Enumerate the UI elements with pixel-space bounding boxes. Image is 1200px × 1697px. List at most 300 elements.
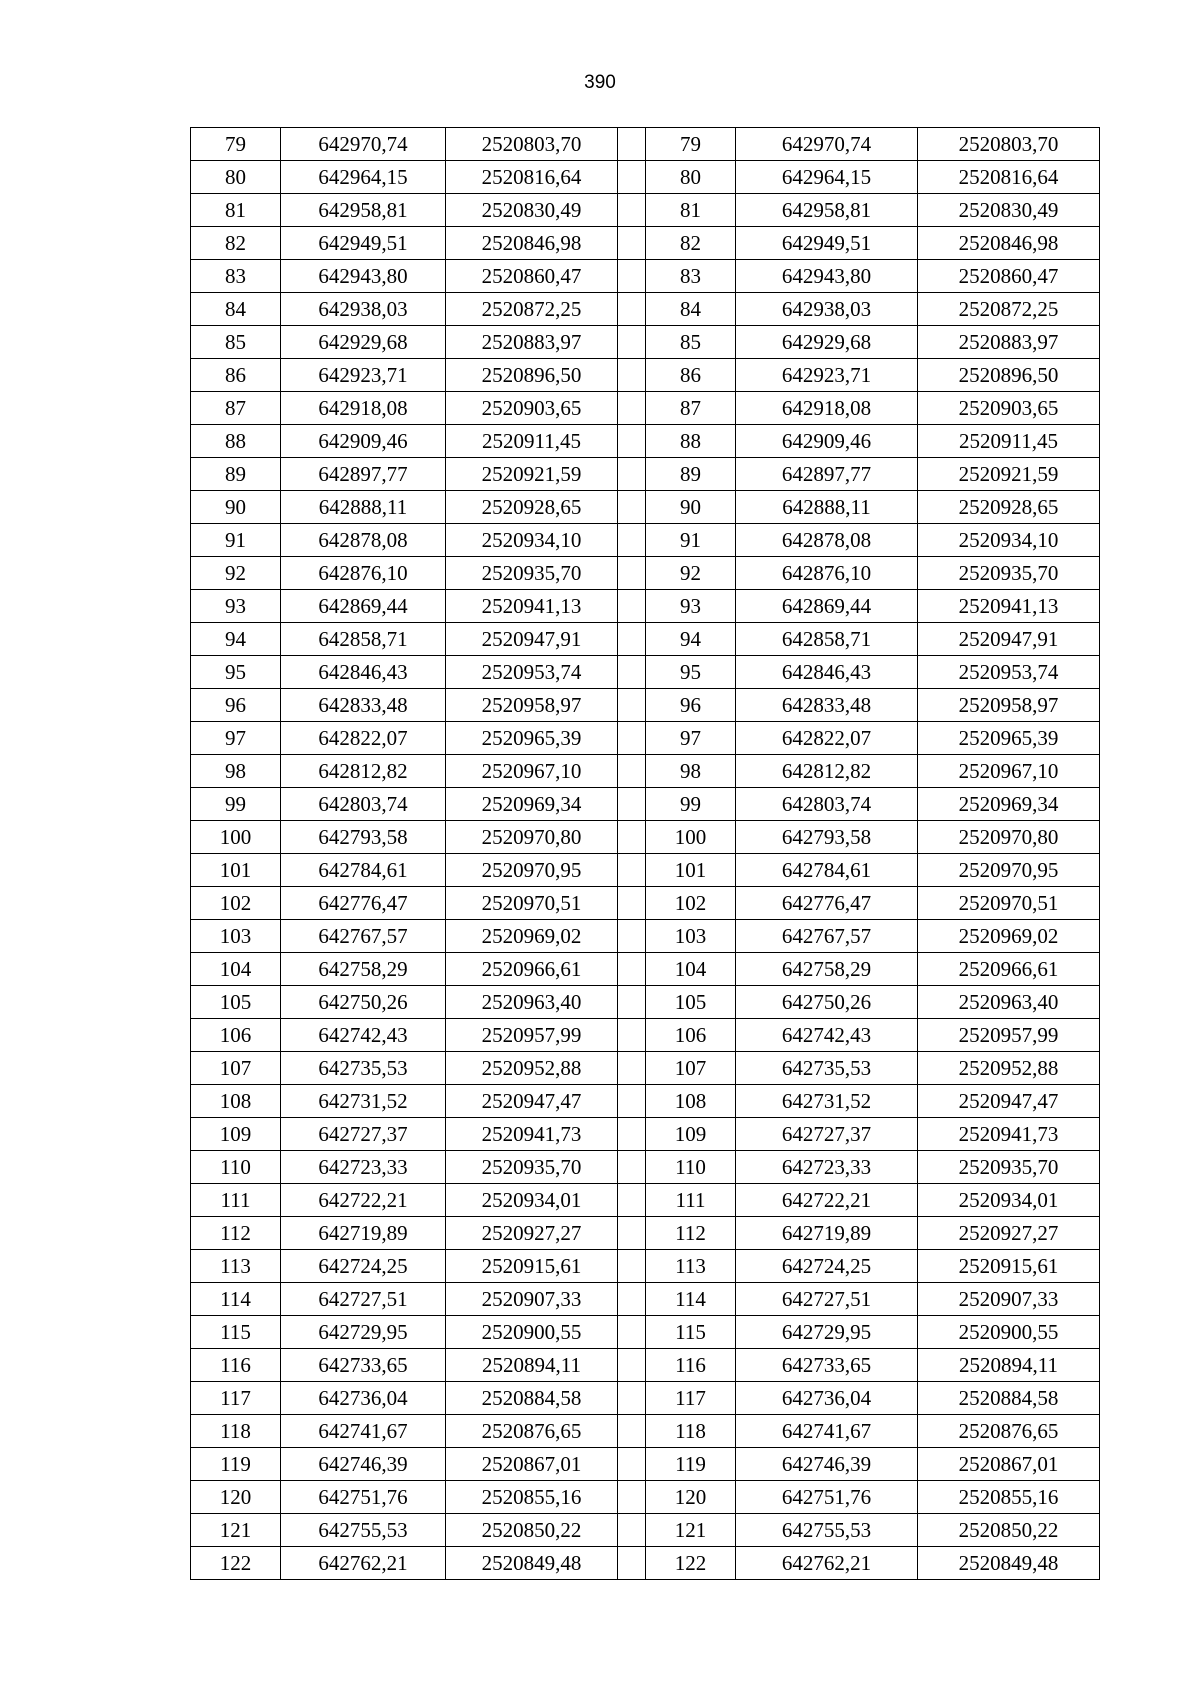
table-row [191, 623, 1100, 656]
table-row [191, 1316, 1100, 1349]
point-number-cell: 103 [191, 920, 281, 953]
x-coordinate-cell: 642970,74 [281, 128, 446, 161]
y-coordinate-cell: 2520970,80 [446, 821, 618, 854]
point-number-cell: 89 [646, 458, 736, 491]
y-coordinate-cell: 2520958,97 [446, 689, 618, 722]
x-coordinate-cell: 642723,33 [736, 1151, 918, 1184]
table-row [191, 755, 1100, 788]
table-row [191, 1547, 1100, 1580]
y-coordinate-cell: 2520957,99 [446, 1019, 618, 1052]
empty-gap-cell [618, 1415, 646, 1448]
point-number-cell: 81 [191, 194, 281, 227]
table-row [191, 1349, 1100, 1382]
page-number: 390 [584, 72, 616, 93]
y-coordinate-cell: 2520876,65 [446, 1415, 618, 1448]
point-number-cell: 90 [191, 491, 281, 524]
point-number-cell: 114 [191, 1283, 281, 1316]
empty-gap-cell [618, 821, 646, 854]
point-number-cell: 122 [646, 1547, 736, 1580]
y-coordinate-cell: 2520947,91 [446, 623, 618, 656]
empty-gap-cell [618, 623, 646, 656]
point-number-cell: 110 [191, 1151, 281, 1184]
point-number-cell: 114 [646, 1283, 736, 1316]
y-coordinate-cell: 2520969,34 [918, 788, 1100, 821]
point-number-cell: 112 [646, 1217, 736, 1250]
y-coordinate-cell: 2520935,70 [918, 1151, 1100, 1184]
table-row [191, 1184, 1100, 1217]
y-coordinate-cell: 2520941,73 [446, 1118, 618, 1151]
y-coordinate-cell: 2520969,02 [918, 920, 1100, 953]
x-coordinate-cell: 642964,15 [736, 161, 918, 194]
y-coordinate-cell: 2520846,98 [446, 227, 618, 260]
y-coordinate-cell: 2520963,40 [918, 986, 1100, 1019]
point-number-cell: 101 [646, 854, 736, 887]
x-coordinate-cell: 642812,82 [736, 755, 918, 788]
x-coordinate-cell: 642812,82 [281, 755, 446, 788]
point-number-cell: 86 [191, 359, 281, 392]
point-number-cell: 94 [646, 623, 736, 656]
table-row [191, 1250, 1100, 1283]
point-number-cell: 121 [646, 1514, 736, 1547]
x-coordinate-cell: 642776,47 [736, 887, 918, 920]
x-coordinate-cell: 642736,04 [736, 1382, 918, 1415]
x-coordinate-cell: 642869,44 [736, 590, 918, 623]
y-coordinate-cell: 2520911,45 [446, 425, 618, 458]
table-row [191, 1514, 1100, 1547]
point-number-cell: 105 [191, 986, 281, 1019]
y-coordinate-cell: 2520947,47 [918, 1085, 1100, 1118]
y-coordinate-cell: 2520894,11 [446, 1349, 618, 1382]
point-number-cell: 120 [191, 1481, 281, 1514]
table-row [191, 1118, 1100, 1151]
x-coordinate-cell: 642943,80 [736, 260, 918, 293]
x-coordinate-cell: 642784,61 [281, 854, 446, 887]
point-number-cell: 113 [191, 1250, 281, 1283]
empty-gap-cell [618, 590, 646, 623]
y-coordinate-cell: 2520846,98 [918, 227, 1100, 260]
empty-gap-cell [618, 1085, 646, 1118]
x-coordinate-cell: 642938,03 [736, 293, 918, 326]
empty-gap-cell [618, 1217, 646, 1250]
y-coordinate-cell: 2520927,27 [918, 1217, 1100, 1250]
point-number-cell: 85 [191, 326, 281, 359]
table-row [191, 887, 1100, 920]
empty-gap-cell [618, 425, 646, 458]
x-coordinate-cell: 642876,10 [736, 557, 918, 590]
table-row [191, 689, 1100, 722]
x-coordinate-cell: 642722,21 [736, 1184, 918, 1217]
x-coordinate-cell: 642846,43 [736, 656, 918, 689]
y-coordinate-cell: 2520883,97 [446, 326, 618, 359]
x-coordinate-cell: 642888,11 [281, 491, 446, 524]
point-number-cell: 96 [646, 689, 736, 722]
x-coordinate-cell: 642793,58 [281, 821, 446, 854]
empty-gap-cell [618, 260, 646, 293]
table-row [191, 1382, 1100, 1415]
point-number-cell: 118 [191, 1415, 281, 1448]
y-coordinate-cell: 2520816,64 [446, 161, 618, 194]
y-coordinate-cell: 2520970,95 [918, 854, 1100, 887]
y-coordinate-cell: 2520941,13 [918, 590, 1100, 623]
empty-gap-cell [618, 128, 646, 161]
y-coordinate-cell: 2520860,47 [918, 260, 1100, 293]
empty-gap-cell [618, 1184, 646, 1217]
x-coordinate-cell: 642758,29 [736, 953, 918, 986]
y-coordinate-cell: 2520928,65 [918, 491, 1100, 524]
y-coordinate-cell: 2520947,47 [446, 1085, 618, 1118]
y-coordinate-cell: 2520921,59 [918, 458, 1100, 491]
y-coordinate-cell: 2520953,74 [446, 656, 618, 689]
point-number-cell: 80 [646, 161, 736, 194]
empty-gap-cell [618, 1283, 646, 1316]
y-coordinate-cell: 2520969,34 [446, 788, 618, 821]
point-number-cell: 83 [646, 260, 736, 293]
table-row [191, 326, 1100, 359]
point-number-cell: 105 [646, 986, 736, 1019]
x-coordinate-cell: 642784,61 [736, 854, 918, 887]
table-row [191, 788, 1100, 821]
x-coordinate-cell: 642727,37 [736, 1118, 918, 1151]
table-row [191, 392, 1100, 425]
x-coordinate-cell: 642755,53 [736, 1514, 918, 1547]
point-number-cell: 100 [646, 821, 736, 854]
empty-gap-cell [618, 293, 646, 326]
y-coordinate-cell: 2520903,65 [918, 392, 1100, 425]
y-coordinate-cell: 2520966,61 [446, 953, 618, 986]
x-coordinate-cell: 642822,07 [281, 722, 446, 755]
point-number-cell: 117 [191, 1382, 281, 1415]
point-number-cell: 117 [646, 1382, 736, 1415]
empty-gap-cell [618, 788, 646, 821]
y-coordinate-cell: 2520816,64 [918, 161, 1100, 194]
x-coordinate-cell: 642869,44 [281, 590, 446, 623]
x-coordinate-cell: 642793,58 [736, 821, 918, 854]
point-number-cell: 119 [646, 1448, 736, 1481]
point-number-cell: 79 [191, 128, 281, 161]
table-row [191, 1052, 1100, 1085]
empty-gap-cell [618, 854, 646, 887]
x-coordinate-cell: 642929,68 [281, 326, 446, 359]
x-coordinate-cell: 642878,08 [736, 524, 918, 557]
point-number-cell: 108 [646, 1085, 736, 1118]
point-number-cell: 111 [191, 1184, 281, 1217]
x-coordinate-cell: 642923,71 [281, 359, 446, 392]
point-number-cell: 91 [191, 524, 281, 557]
x-coordinate-cell: 642949,51 [736, 227, 918, 260]
coordinates-table [190, 127, 1100, 1580]
x-coordinate-cell: 642731,52 [736, 1085, 918, 1118]
point-number-cell: 82 [191, 227, 281, 260]
y-coordinate-cell: 2520970,80 [918, 821, 1100, 854]
point-number-cell: 113 [646, 1250, 736, 1283]
y-coordinate-cell: 2520830,49 [446, 194, 618, 227]
y-coordinate-cell: 2520903,65 [446, 392, 618, 425]
y-coordinate-cell: 2520855,16 [918, 1481, 1100, 1514]
empty-gap-cell [618, 458, 646, 491]
x-coordinate-cell: 642724,25 [736, 1250, 918, 1283]
point-number-cell: 91 [646, 524, 736, 557]
y-coordinate-cell: 2520830,49 [918, 194, 1100, 227]
y-coordinate-cell: 2520900,55 [918, 1316, 1100, 1349]
table-row [191, 920, 1100, 953]
empty-gap-cell [618, 1382, 646, 1415]
y-coordinate-cell: 2520872,25 [446, 293, 618, 326]
y-coordinate-cell: 2520911,45 [918, 425, 1100, 458]
point-number-cell: 102 [191, 887, 281, 920]
y-coordinate-cell: 2520935,70 [446, 1151, 618, 1184]
x-coordinate-cell: 642767,57 [281, 920, 446, 953]
empty-gap-cell [618, 161, 646, 194]
empty-gap-cell [618, 689, 646, 722]
y-coordinate-cell: 2520876,65 [918, 1415, 1100, 1448]
y-coordinate-cell: 2520884,58 [446, 1382, 618, 1415]
y-coordinate-cell: 2520849,48 [918, 1547, 1100, 1580]
point-number-cell: 111 [646, 1184, 736, 1217]
y-coordinate-cell: 2520896,50 [446, 359, 618, 392]
y-coordinate-cell: 2520850,22 [918, 1514, 1100, 1547]
y-coordinate-cell: 2520970,51 [918, 887, 1100, 920]
y-coordinate-cell: 2520935,70 [446, 557, 618, 590]
y-coordinate-cell: 2520941,13 [446, 590, 618, 623]
y-coordinate-cell: 2520934,01 [918, 1184, 1100, 1217]
y-coordinate-cell: 2520867,01 [918, 1448, 1100, 1481]
empty-gap-cell [618, 1448, 646, 1481]
x-coordinate-cell: 642719,89 [736, 1217, 918, 1250]
empty-gap-cell [618, 722, 646, 755]
y-coordinate-cell: 2520965,39 [918, 722, 1100, 755]
y-coordinate-cell: 2520883,97 [918, 326, 1100, 359]
x-coordinate-cell: 642833,48 [736, 689, 918, 722]
table-row [191, 1151, 1100, 1184]
point-number-cell: 80 [191, 161, 281, 194]
point-number-cell: 87 [646, 392, 736, 425]
table-row [191, 227, 1100, 260]
x-coordinate-cell: 642729,95 [736, 1316, 918, 1349]
point-number-cell: 120 [646, 1481, 736, 1514]
x-coordinate-cell: 642938,03 [281, 293, 446, 326]
y-coordinate-cell: 2520963,40 [446, 986, 618, 1019]
table-row [191, 722, 1100, 755]
y-coordinate-cell: 2520953,74 [918, 656, 1100, 689]
point-number-cell: 93 [646, 590, 736, 623]
point-number-cell: 110 [646, 1151, 736, 1184]
point-number-cell: 85 [646, 326, 736, 359]
point-number-cell: 115 [646, 1316, 736, 1349]
x-coordinate-cell: 642723,33 [281, 1151, 446, 1184]
x-coordinate-cell: 642897,77 [281, 458, 446, 491]
table-row [191, 821, 1100, 854]
table-row [191, 1217, 1100, 1250]
x-coordinate-cell: 642846,43 [281, 656, 446, 689]
x-coordinate-cell: 642741,67 [281, 1415, 446, 1448]
table-row [191, 1085, 1100, 1118]
table-row [191, 1019, 1100, 1052]
empty-gap-cell [618, 491, 646, 524]
table-row [191, 491, 1100, 524]
x-coordinate-cell: 642762,21 [281, 1547, 446, 1580]
x-coordinate-cell: 642751,76 [281, 1481, 446, 1514]
y-coordinate-cell: 2520934,10 [446, 524, 618, 557]
x-coordinate-cell: 642929,68 [736, 326, 918, 359]
x-coordinate-cell: 642727,51 [736, 1283, 918, 1316]
point-number-cell: 100 [191, 821, 281, 854]
point-number-cell: 90 [646, 491, 736, 524]
y-coordinate-cell: 2520927,27 [446, 1217, 618, 1250]
x-coordinate-cell: 642731,52 [281, 1085, 446, 1118]
table-row [191, 557, 1100, 590]
empty-gap-cell [618, 1019, 646, 1052]
empty-gap-cell [618, 1514, 646, 1547]
x-coordinate-cell: 642964,15 [281, 161, 446, 194]
x-coordinate-cell: 642958,81 [736, 194, 918, 227]
x-coordinate-cell: 642909,46 [736, 425, 918, 458]
y-coordinate-cell: 2520900,55 [446, 1316, 618, 1349]
y-coordinate-cell: 2520884,58 [918, 1382, 1100, 1415]
point-number-cell: 99 [646, 788, 736, 821]
point-number-cell: 104 [191, 953, 281, 986]
x-coordinate-cell: 642724,25 [281, 1250, 446, 1283]
x-coordinate-cell: 642727,37 [281, 1118, 446, 1151]
x-coordinate-cell: 642858,71 [736, 623, 918, 656]
x-coordinate-cell: 642822,07 [736, 722, 918, 755]
y-coordinate-cell: 2520947,91 [918, 623, 1100, 656]
table-row [191, 1415, 1100, 1448]
point-number-cell: 87 [191, 392, 281, 425]
table-row [191, 524, 1100, 557]
empty-gap-cell [618, 1481, 646, 1514]
empty-gap-cell [618, 359, 646, 392]
table-row [191, 854, 1100, 887]
point-number-cell: 88 [191, 425, 281, 458]
point-number-cell: 84 [646, 293, 736, 326]
y-coordinate-cell: 2520965,39 [446, 722, 618, 755]
x-coordinate-cell: 642741,67 [736, 1415, 918, 1448]
x-coordinate-cell: 642742,43 [736, 1019, 918, 1052]
x-coordinate-cell: 642949,51 [281, 227, 446, 260]
point-number-cell: 88 [646, 425, 736, 458]
empty-gap-cell [618, 755, 646, 788]
y-coordinate-cell: 2520803,70 [918, 128, 1100, 161]
empty-gap-cell [618, 326, 646, 359]
empty-gap-cell [618, 1316, 646, 1349]
x-coordinate-cell: 642751,76 [736, 1481, 918, 1514]
empty-gap-cell [618, 953, 646, 986]
empty-gap-cell [618, 986, 646, 1019]
y-coordinate-cell: 2520966,61 [918, 953, 1100, 986]
point-number-cell: 95 [646, 656, 736, 689]
x-coordinate-cell: 642735,53 [281, 1052, 446, 1085]
x-coordinate-cell: 642762,21 [736, 1547, 918, 1580]
point-number-cell: 101 [191, 854, 281, 887]
y-coordinate-cell: 2520849,48 [446, 1547, 618, 1580]
y-coordinate-cell: 2520941,73 [918, 1118, 1100, 1151]
point-number-cell: 121 [191, 1514, 281, 1547]
x-coordinate-cell: 642909,46 [281, 425, 446, 458]
point-number-cell: 109 [191, 1118, 281, 1151]
point-number-cell: 92 [191, 557, 281, 590]
point-number-cell: 118 [646, 1415, 736, 1448]
x-coordinate-cell: 642767,57 [736, 920, 918, 953]
point-number-cell: 106 [191, 1019, 281, 1052]
point-number-cell: 104 [646, 953, 736, 986]
x-coordinate-cell: 642923,71 [736, 359, 918, 392]
y-coordinate-cell: 2520915,61 [446, 1250, 618, 1283]
empty-gap-cell [618, 1349, 646, 1382]
point-number-cell: 97 [646, 722, 736, 755]
y-coordinate-cell: 2520896,50 [918, 359, 1100, 392]
y-coordinate-cell: 2520867,01 [446, 1448, 618, 1481]
empty-gap-cell [618, 920, 646, 953]
x-coordinate-cell: 642733,65 [281, 1349, 446, 1382]
empty-gap-cell [618, 1547, 646, 1580]
table-row [191, 293, 1100, 326]
point-number-cell: 95 [191, 656, 281, 689]
point-number-cell: 94 [191, 623, 281, 656]
y-coordinate-cell: 2520952,88 [918, 1052, 1100, 1085]
point-number-cell: 122 [191, 1547, 281, 1580]
y-coordinate-cell: 2520967,10 [446, 755, 618, 788]
table-row [191, 986, 1100, 1019]
point-number-cell: 83 [191, 260, 281, 293]
empty-gap-cell [618, 1250, 646, 1283]
x-coordinate-cell: 642958,81 [281, 194, 446, 227]
y-coordinate-cell: 2520970,95 [446, 854, 618, 887]
point-number-cell: 97 [191, 722, 281, 755]
y-coordinate-cell: 2520952,88 [446, 1052, 618, 1085]
point-number-cell: 82 [646, 227, 736, 260]
y-coordinate-cell: 2520850,22 [446, 1514, 618, 1547]
table-row [191, 1481, 1100, 1514]
point-number-cell: 98 [646, 755, 736, 788]
table-row [191, 458, 1100, 491]
empty-gap-cell [618, 887, 646, 920]
y-coordinate-cell: 2520872,25 [918, 293, 1100, 326]
x-coordinate-cell: 642755,53 [281, 1514, 446, 1547]
y-coordinate-cell: 2520894,11 [918, 1349, 1100, 1382]
empty-gap-cell [618, 392, 646, 425]
point-number-cell: 112 [191, 1217, 281, 1250]
x-coordinate-cell: 642888,11 [736, 491, 918, 524]
y-coordinate-cell: 2520958,97 [918, 689, 1100, 722]
y-coordinate-cell: 2520934,10 [918, 524, 1100, 557]
x-coordinate-cell: 642876,10 [281, 557, 446, 590]
point-number-cell: 92 [646, 557, 736, 590]
x-coordinate-cell: 642943,80 [281, 260, 446, 293]
point-number-cell: 106 [646, 1019, 736, 1052]
table-row [191, 953, 1100, 986]
point-number-cell: 98 [191, 755, 281, 788]
table-row [191, 359, 1100, 392]
x-coordinate-cell: 642735,53 [736, 1052, 918, 1085]
x-coordinate-cell: 642750,26 [736, 986, 918, 1019]
point-number-cell: 102 [646, 887, 736, 920]
point-number-cell: 103 [646, 920, 736, 953]
x-coordinate-cell: 642803,74 [736, 788, 918, 821]
x-coordinate-cell: 642729,95 [281, 1316, 446, 1349]
empty-gap-cell [618, 1151, 646, 1184]
empty-gap-cell [618, 227, 646, 260]
table-row [191, 260, 1100, 293]
point-number-cell: 109 [646, 1118, 736, 1151]
table-row [191, 590, 1100, 623]
y-coordinate-cell: 2520970,51 [446, 887, 618, 920]
coordinates-table-body [191, 128, 1100, 1580]
point-number-cell: 84 [191, 293, 281, 326]
table-row [191, 1283, 1100, 1316]
y-coordinate-cell: 2520967,10 [918, 755, 1100, 788]
y-coordinate-cell: 2520969,02 [446, 920, 618, 953]
x-coordinate-cell: 642833,48 [281, 689, 446, 722]
